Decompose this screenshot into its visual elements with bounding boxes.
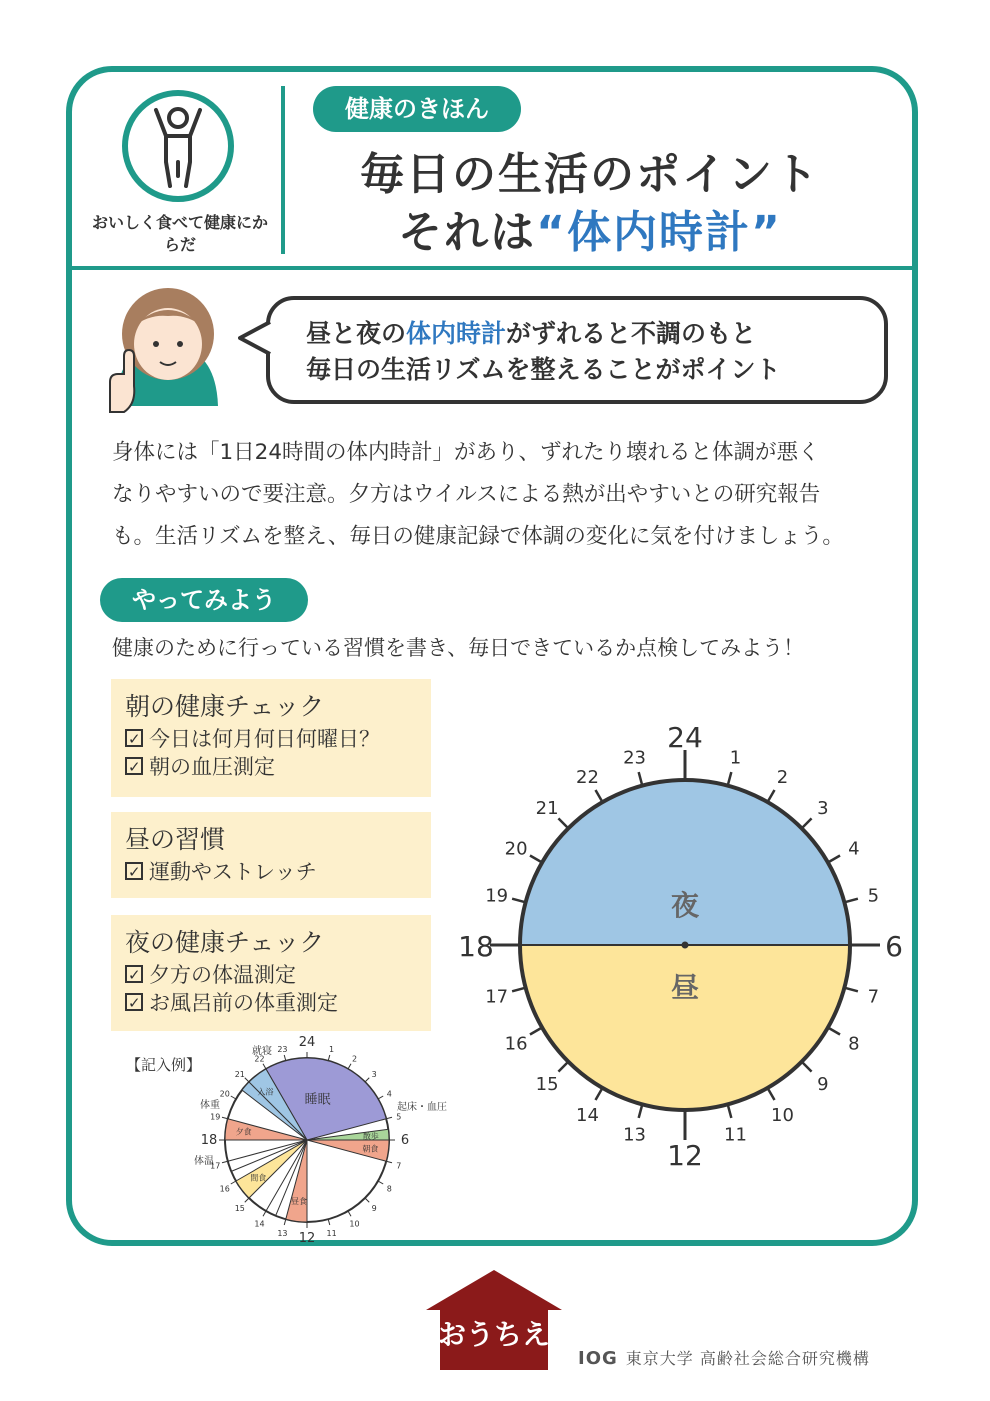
hour-label: 10 xyxy=(771,1104,794,1126)
example-hour-label: 5 xyxy=(396,1112,402,1122)
hour-label: 8 xyxy=(848,1033,860,1055)
speech-bubble-tail xyxy=(238,320,272,356)
hour-tick xyxy=(530,856,542,863)
hour-tick xyxy=(802,818,812,828)
hour-label: 23 xyxy=(623,747,646,769)
example-hour-label: 17 xyxy=(210,1161,221,1171)
hour-label: 1 xyxy=(729,747,742,769)
hour-label: 11 xyxy=(724,1124,747,1146)
hour-tick xyxy=(596,790,603,802)
example-hour-label: 11 xyxy=(326,1228,337,1238)
bubble-line-2: 毎日の生活リズムを整えることがポイント xyxy=(306,355,781,384)
example-segment-label: 散歩 xyxy=(362,1131,379,1141)
checklist-title: 昼の習慣 xyxy=(125,825,226,854)
checklist-title: 夜の健康チェック xyxy=(125,928,325,957)
hour-tick xyxy=(728,772,732,786)
example-tick xyxy=(348,1211,351,1216)
example-hour-label: 14 xyxy=(254,1219,265,1229)
checklist-item xyxy=(125,961,417,989)
org-mark: IOG xyxy=(578,1348,618,1369)
example-hour-label: 18 xyxy=(200,1133,218,1148)
hour-label: 15 xyxy=(535,1073,559,1095)
example-hour-label: 9 xyxy=(371,1204,377,1214)
hour-label: 5 xyxy=(867,885,880,907)
organization-name xyxy=(578,1346,870,1369)
example-hour-label: 15 xyxy=(234,1204,245,1214)
hour-tick xyxy=(828,856,840,863)
explanation-line-1: 身体には「1日24時間の体内時計」があり、ずれたり壊れると体調が悪く xyxy=(112,440,820,465)
person-logo-icon xyxy=(122,90,234,202)
example-hour-label: 22 xyxy=(254,1054,265,1064)
example-tick xyxy=(263,1211,266,1216)
hour-label: 22 xyxy=(576,767,599,789)
night-label: 夜 xyxy=(670,889,700,922)
hour-label: 18 xyxy=(458,930,494,963)
hour-tick xyxy=(768,790,775,802)
example-tick xyxy=(378,1181,383,1184)
example-clock xyxy=(190,1036,450,1246)
title-accent: “体内時計” xyxy=(536,207,782,258)
example-annotation: 体温 xyxy=(194,1156,214,1167)
header-vertical-divider xyxy=(281,86,285,254)
hour-tick xyxy=(596,1088,603,1100)
example-tick xyxy=(284,1219,286,1225)
example-hour-label: 7 xyxy=(396,1161,402,1171)
hour-tick xyxy=(558,818,568,828)
explanation-line-2: なりやすいので要注意。夕方はウイルスによる熱が出やすいとの研究報告 xyxy=(112,482,821,507)
hour-tick xyxy=(639,772,643,786)
hour-label: 4 xyxy=(848,838,860,860)
example-segment-label: 夕食 xyxy=(235,1127,252,1137)
hour-label: 17 xyxy=(485,986,509,1008)
hour-tick xyxy=(828,1028,840,1035)
checklist-item-text: 朝の血圧測定 xyxy=(149,755,275,779)
hour-label: 13 xyxy=(623,1124,646,1146)
hour-label: 19 xyxy=(485,885,509,907)
day-label: 昼 xyxy=(670,971,700,1004)
brand-name: おうちえ xyxy=(437,1318,551,1351)
checklist-item xyxy=(125,858,417,886)
hour-label: 7 xyxy=(867,986,880,1008)
hour-tick xyxy=(530,1028,542,1035)
hour-label: 24 xyxy=(667,721,703,754)
hour-tick xyxy=(844,899,858,903)
hour-tick xyxy=(639,1104,643,1118)
example-tick xyxy=(386,1161,392,1163)
example-hour-label: 13 xyxy=(277,1228,288,1238)
explanation-line-3: も。生活リズムを整え、毎日の健康記録で体調の変化に気を付けましょう。 xyxy=(112,524,844,549)
example-tick xyxy=(328,1055,330,1061)
example-segment-label: 間食 xyxy=(250,1173,267,1183)
hour-label: 6 xyxy=(885,930,903,963)
hour-label: 16 xyxy=(504,1033,528,1055)
example-tick xyxy=(328,1219,330,1225)
example-tick xyxy=(365,1078,369,1082)
title-line-2 xyxy=(300,204,880,262)
example-tick xyxy=(386,1117,392,1119)
example-tick xyxy=(263,1064,266,1069)
example-segment-label: 入浴 xyxy=(257,1087,274,1097)
example-hour-label: 21 xyxy=(234,1069,245,1079)
page-title xyxy=(300,146,880,262)
example-tick xyxy=(348,1064,351,1069)
example-segment-label: 朝食 xyxy=(362,1144,379,1154)
example-hour-label: 19 xyxy=(210,1112,221,1122)
org-name-text: 東京大学 高齢社会総合研究機構 xyxy=(625,1349,870,1368)
checklist-item xyxy=(125,753,417,781)
example-annotation: 就寝 xyxy=(252,1046,272,1057)
checkbox-icon xyxy=(125,965,143,983)
hour-tick xyxy=(512,988,526,992)
checklist-item-text: 今日は何月何日何曜日？ xyxy=(149,727,380,751)
title-prefix: それは xyxy=(398,207,537,258)
hour-label: 2 xyxy=(776,767,789,789)
checklist-item-text: 夕方の体温測定 xyxy=(149,963,296,987)
example-hour-label: 12 xyxy=(298,1231,316,1246)
example-hour-label: 20 xyxy=(219,1089,230,1099)
logo-caption: おいしく食べて健康にからだ xyxy=(91,213,268,254)
example-tick xyxy=(231,1096,236,1099)
example-hour-label: 10 xyxy=(349,1219,360,1229)
hour-label: 14 xyxy=(576,1104,599,1126)
example-annotation: 起床・血圧 xyxy=(397,1102,447,1113)
brand-house-logo xyxy=(424,1268,564,1372)
checklist-item xyxy=(125,989,417,1017)
example-tick xyxy=(245,1198,249,1202)
hour-tick xyxy=(802,1062,812,1072)
bubble-text-accent: 体内時計 xyxy=(406,319,507,348)
hour-label: 9 xyxy=(817,1073,829,1095)
example-hour-label: 23 xyxy=(277,1045,288,1055)
example-tick xyxy=(245,1078,249,1082)
example-segment-label: 睡眠 xyxy=(304,1092,331,1108)
hour-tick xyxy=(512,899,526,903)
header-divider xyxy=(66,266,918,270)
hour-label: 3 xyxy=(817,798,829,820)
day-half xyxy=(520,945,850,1110)
checkbox-icon xyxy=(125,757,143,775)
hour-label: 12 xyxy=(667,1139,703,1172)
example-label: 【記入例】 xyxy=(126,1056,202,1074)
example-hour-label: 8 xyxy=(386,1184,392,1194)
hour-tick xyxy=(844,988,858,992)
checkbox-icon xyxy=(125,993,143,1011)
instruction-text: 健康のために行っている習慣を書き、毎日できているか点検してみよう！ xyxy=(112,636,805,660)
try-it-tag: やってみよう xyxy=(100,578,308,622)
example-tick xyxy=(231,1181,236,1184)
example-annotation: 体重 xyxy=(200,1100,220,1111)
checkbox-icon xyxy=(125,729,143,747)
example-tick xyxy=(284,1055,286,1061)
bubble-text xyxy=(306,316,876,388)
example-hour-label: 24 xyxy=(298,1036,316,1050)
speaker-illustration xyxy=(96,286,236,416)
daytime-habit-card xyxy=(111,812,431,898)
example-hour-label: 16 xyxy=(219,1184,230,1194)
hour-tick xyxy=(558,1062,568,1072)
bubble-text-a: 昼と夜の xyxy=(306,319,407,348)
topic-tag: 健康のきほん xyxy=(313,86,521,132)
example-hour-label: 2 xyxy=(351,1054,358,1064)
morning-check-card xyxy=(111,679,431,797)
bubble-line-1 xyxy=(306,316,876,352)
example-tick xyxy=(378,1096,383,1099)
example-tick xyxy=(222,1117,228,1119)
example-hour-label: 4 xyxy=(386,1089,392,1099)
hour-label: 21 xyxy=(535,798,559,820)
evening-check-card xyxy=(111,915,431,1031)
example-hour-label: 6 xyxy=(400,1133,410,1148)
hour-label: 20 xyxy=(504,838,528,860)
title-line-1: 毎日の生活のポイント xyxy=(360,149,820,200)
hour-tick xyxy=(728,1104,732,1118)
checklist-item xyxy=(125,725,417,753)
example-hour-label: 1 xyxy=(329,1045,335,1055)
example-tick xyxy=(222,1161,228,1163)
clock-center xyxy=(682,942,689,949)
explanation-paragraph xyxy=(112,432,902,558)
example-tick xyxy=(365,1198,369,1202)
bubble-text-b: がずれると不調のもと xyxy=(506,319,757,348)
checklist-item-text: 運動やストレッチ xyxy=(149,860,317,884)
example-hour-label: 3 xyxy=(371,1069,377,1079)
example-segment-label: 昼食 xyxy=(290,1196,307,1206)
hour-tick xyxy=(768,1088,775,1100)
24-hour-clock xyxy=(450,720,920,1190)
checklist-title: 朝の健康チェック xyxy=(125,692,325,721)
checkbox-icon xyxy=(125,862,143,880)
checklist-item-text: お風呂前の体重測定 xyxy=(149,991,338,1015)
